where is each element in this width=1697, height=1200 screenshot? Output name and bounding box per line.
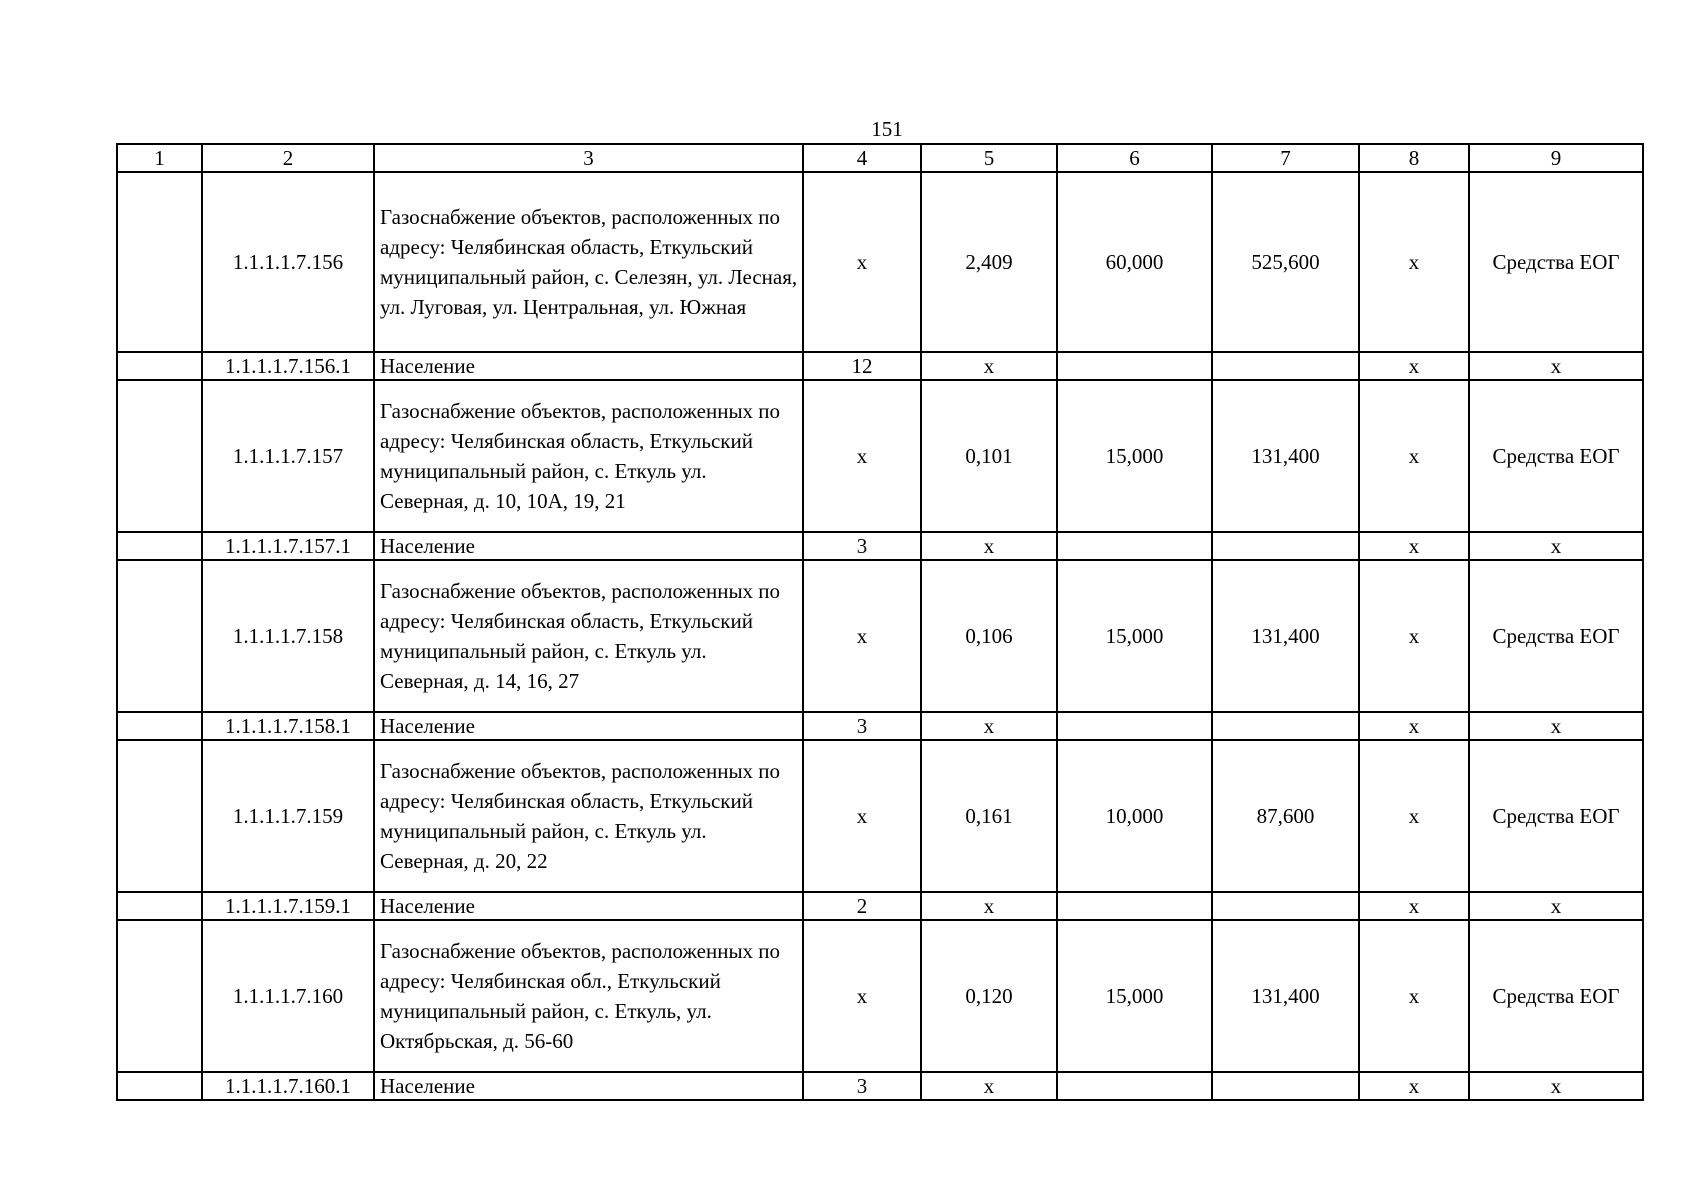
header-cell: 6 bbox=[1057, 144, 1212, 172]
item-code: 1.1.1.1.7.160 bbox=[202, 920, 374, 1072]
header-cell: 2 bbox=[202, 144, 374, 172]
table-cell: 131,400 bbox=[1212, 560, 1359, 712]
table-cell bbox=[1212, 892, 1359, 920]
table-cell bbox=[1212, 532, 1359, 560]
table-cell: 15,000 bbox=[1057, 380, 1212, 532]
table-cell: 15,000 bbox=[1057, 560, 1212, 712]
header-cell: 7 bbox=[1212, 144, 1359, 172]
table-cell bbox=[1057, 1072, 1212, 1100]
table-cell: х bbox=[1359, 712, 1469, 740]
data-table bbox=[116, 143, 1644, 1101]
item-code: 1.1.1.1.7.158.1 bbox=[202, 712, 374, 740]
item-description: Население bbox=[374, 892, 803, 920]
table-row bbox=[117, 380, 1643, 532]
item-code: 1.1.1.1.7.158 bbox=[202, 560, 374, 712]
header-row bbox=[117, 144, 1643, 172]
table-cell bbox=[1057, 532, 1212, 560]
table-cell: 10,000 bbox=[1057, 740, 1212, 892]
table-cell bbox=[117, 172, 202, 352]
table-cell: 3 bbox=[803, 712, 921, 740]
table-cell: 60,000 bbox=[1057, 172, 1212, 352]
table-cell: х bbox=[921, 1072, 1057, 1100]
item-code: 1.1.1.1.7.156 bbox=[202, 172, 374, 352]
item-code: 1.1.1.1.7.160.1 bbox=[202, 1072, 374, 1100]
table-cell bbox=[117, 892, 202, 920]
table-cell: 2,409 bbox=[921, 172, 1057, 352]
item-code: 1.1.1.1.7.156.1 bbox=[202, 352, 374, 380]
table-cell bbox=[1057, 712, 1212, 740]
table-cell bbox=[117, 740, 202, 892]
table-row bbox=[117, 532, 1643, 560]
table-cell bbox=[117, 1072, 202, 1100]
table-cell: 87,600 bbox=[1212, 740, 1359, 892]
item-description: Население bbox=[374, 712, 803, 740]
table-cell bbox=[117, 532, 202, 560]
table-cell: х bbox=[1469, 1072, 1643, 1100]
table-cell: 0,120 bbox=[921, 920, 1057, 1072]
table-cell bbox=[117, 560, 202, 712]
table-cell bbox=[117, 712, 202, 740]
table-cell bbox=[117, 380, 202, 532]
header-cell: 8 bbox=[1359, 144, 1469, 172]
funding-source: Средства ЕОГ bbox=[1469, 172, 1643, 352]
table-cell: х bbox=[1469, 892, 1643, 920]
table-cell: х bbox=[1469, 712, 1643, 740]
table-cell: 15,000 bbox=[1057, 920, 1212, 1072]
table-row bbox=[117, 740, 1643, 892]
table-row bbox=[117, 892, 1643, 920]
funding-source: Средства ЕОГ bbox=[1469, 380, 1643, 532]
table-cell: х bbox=[1469, 352, 1643, 380]
table-cell: 0,161 bbox=[921, 740, 1057, 892]
table-cell: х bbox=[1359, 560, 1469, 712]
table-row bbox=[117, 712, 1643, 740]
header-cell: 9 bbox=[1469, 144, 1643, 172]
funding-source: Средства ЕОГ bbox=[1469, 740, 1643, 892]
header-cell: 3 bbox=[374, 144, 803, 172]
funding-source: Средства ЕОГ bbox=[1469, 560, 1643, 712]
table-cell: 525,600 bbox=[1212, 172, 1359, 352]
table-cell: х bbox=[921, 712, 1057, 740]
item-description: Газоснабжение объектов, расположенных по адресу: Челябинская область, Еткульский муниципальный район, с. Еткуль ул. Северная, д. 14, 16, 27 bbox=[374, 560, 803, 712]
item-code: 1.1.1.1.7.157.1 bbox=[202, 532, 374, 560]
table-cell: х bbox=[803, 920, 921, 1072]
table-cell: х bbox=[1359, 892, 1469, 920]
table-row bbox=[117, 560, 1643, 712]
table-cell: 2 bbox=[803, 892, 921, 920]
table-cell: х bbox=[803, 380, 921, 532]
table-cell: х bbox=[1359, 380, 1469, 532]
table-cell: х bbox=[803, 740, 921, 892]
item-description: Газоснабжение объектов, расположенных по адресу: Челябинская обл., Еткульский муниципальный район, с. Еткуль, ул. Октябрьская, д. 56-60 bbox=[374, 920, 803, 1072]
table-cell: х bbox=[803, 172, 921, 352]
table-cell: х bbox=[921, 532, 1057, 560]
item-code: 1.1.1.1.7.159.1 bbox=[202, 892, 374, 920]
table-cell: х bbox=[1469, 532, 1643, 560]
table-cell bbox=[1212, 712, 1359, 740]
table-cell: х bbox=[921, 892, 1057, 920]
item-description: Газоснабжение объектов, расположенных по адресу: Челябинская область, Еткульский муниципальный район, с. Еткуль ул. Северная, д. 10, 10А, 19, 21 bbox=[374, 380, 803, 532]
table-cell: х bbox=[1359, 532, 1469, 560]
table-cell: 0,101 bbox=[921, 380, 1057, 532]
table-row bbox=[117, 1072, 1643, 1100]
table-cell: 12 bbox=[803, 352, 921, 380]
table-cell: 131,400 bbox=[1212, 920, 1359, 1072]
item-description: Население bbox=[374, 1072, 803, 1100]
table-cell bbox=[1057, 352, 1212, 380]
table-cell: х bbox=[1359, 920, 1469, 1072]
table-cell bbox=[117, 352, 202, 380]
table-cell bbox=[1212, 352, 1359, 380]
item-description: Население bbox=[374, 532, 803, 560]
table-cell: х bbox=[1359, 172, 1469, 352]
header-cell: 5 bbox=[921, 144, 1057, 172]
item-description: Газоснабжение объектов, расположенных по адресу: Челябинская область, Еткульский муниципальный район, с. Еткуль ул. Северная, д. 20, 22 bbox=[374, 740, 803, 892]
table-cell: 0,106 bbox=[921, 560, 1057, 712]
item-description: Население bbox=[374, 352, 803, 380]
table-cell: х bbox=[1359, 740, 1469, 892]
item-code: 1.1.1.1.7.159 bbox=[202, 740, 374, 892]
table-row bbox=[117, 172, 1643, 352]
funding-source: Средства ЕОГ bbox=[1469, 920, 1643, 1072]
page-number: 151 bbox=[871, 117, 903, 141]
table-cell bbox=[1057, 892, 1212, 920]
table-cell: х bbox=[1359, 352, 1469, 380]
item-code: 1.1.1.1.7.157 bbox=[202, 380, 374, 532]
table-row bbox=[117, 352, 1643, 380]
table-cell: 3 bbox=[803, 1072, 921, 1100]
table-cell: х bbox=[803, 560, 921, 712]
table-cell: 131,400 bbox=[1212, 380, 1359, 532]
table-cell: х bbox=[1359, 1072, 1469, 1100]
table-cell: 3 bbox=[803, 532, 921, 560]
table-cell bbox=[1212, 1072, 1359, 1100]
table-cell: х bbox=[921, 352, 1057, 380]
header-cell: 1 bbox=[117, 144, 202, 172]
header-cell: 4 bbox=[803, 144, 921, 172]
table-row bbox=[117, 920, 1643, 1072]
table-cell bbox=[117, 920, 202, 1072]
item-description: Газоснабжение объектов, расположенных по адресу: Челябинская область, Еткульский муниципальный район, с. Селезян, ул. Лесная, ул. Луговая, ул. Центральная, ул. Южная bbox=[374, 172, 803, 352]
